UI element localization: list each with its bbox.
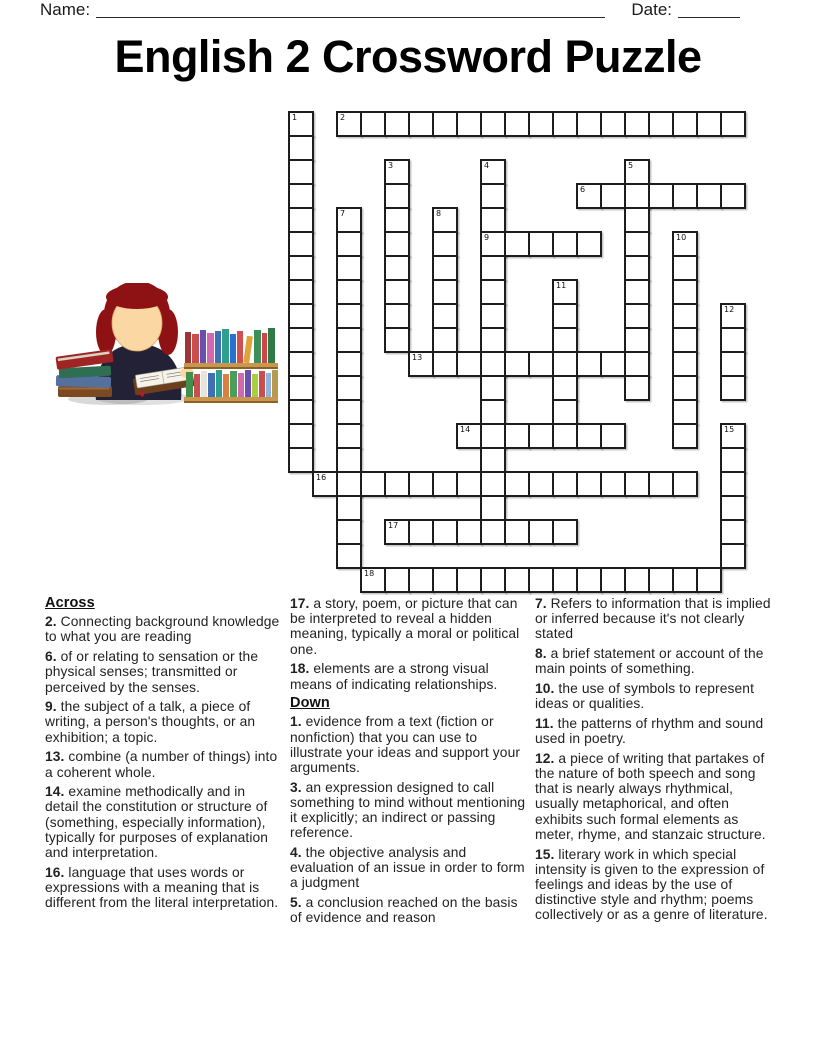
grid-cell[interactable] (720, 183, 746, 209)
grid-cell[interactable] (624, 231, 650, 257)
grid-cell[interactable] (576, 423, 602, 449)
clue-number: 15 (724, 425, 735, 434)
grid-cell[interactable] (552, 351, 578, 377)
grid-cell[interactable] (672, 399, 698, 425)
grid-cell[interactable] (672, 375, 698, 401)
grid-cell[interactable] (288, 111, 314, 137)
clue-number: 5 (628, 161, 634, 170)
grid-cell[interactable] (336, 423, 362, 449)
grid-cell[interactable] (456, 471, 482, 497)
grid-cell[interactable] (552, 111, 578, 137)
grid-cell[interactable] (384, 255, 410, 281)
grid-cell[interactable] (480, 423, 506, 449)
grid-cell[interactable] (384, 183, 410, 209)
date-field-line[interactable] (678, 4, 740, 18)
grid-cell[interactable] (456, 567, 482, 593)
grid-cell[interactable] (696, 111, 722, 137)
grid-cell[interactable] (432, 255, 458, 281)
grid-cell[interactable] (600, 351, 626, 377)
grid-cell[interactable] (624, 183, 650, 209)
grid-cell[interactable] (552, 303, 578, 329)
grid-cell[interactable] (288, 327, 314, 353)
clue-number-label: 18. (290, 661, 310, 677)
date-label: Date: (631, 0, 672, 19)
clue-number-label: 16. (45, 864, 65, 880)
clue: 17. a story, poem, or picture that can be interpreted to reveal a hidden meaning, typically a moral or political one. (290, 596, 520, 657)
clue-number: 3 (388, 161, 394, 170)
clue-number-label: 3. (290, 779, 302, 795)
grid-cell[interactable] (552, 423, 578, 449)
grid-cell[interactable] (480, 183, 506, 209)
grid-cell[interactable] (552, 375, 578, 401)
clue-number-label: 12. (535, 750, 555, 766)
grid-cell[interactable] (600, 567, 626, 593)
grid-cell[interactable] (720, 519, 746, 545)
bookshelf (184, 328, 278, 403)
clue-heading-across: Across (45, 595, 95, 611)
grid-cell[interactable] (576, 567, 602, 593)
grid-cell[interactable] (360, 471, 386, 497)
clue: 15. literary work in which special intensity is given to the expression of feelings and ideas by the use of distinctive style and rhythm; poems collectively or as a genre of literature. (535, 846, 768, 923)
grid-cell[interactable] (672, 255, 698, 281)
grid-cell[interactable] (648, 471, 674, 497)
clue: 16. language that uses words or expressions with a meaning that is different from the literal interpretation. (45, 864, 279, 911)
person-reading-clipart (48, 283, 280, 407)
grid-cell[interactable] (288, 375, 314, 401)
grid-cell[interactable] (384, 327, 410, 353)
grid-cell[interactable] (624, 255, 650, 281)
grid-cell[interactable] (288, 135, 314, 161)
grid-cell[interactable] (504, 111, 530, 137)
grid-cell[interactable] (648, 111, 674, 137)
grid-cell[interactable] (720, 303, 746, 329)
clue-number: 14 (460, 425, 471, 434)
clue-number: 12 (724, 305, 735, 314)
grid-cell[interactable] (336, 255, 362, 281)
grid-cell[interactable] (648, 183, 674, 209)
grid-cell[interactable] (432, 327, 458, 353)
grid-cell[interactable] (720, 495, 746, 521)
grid-cell[interactable] (672, 111, 698, 137)
grid-cell[interactable] (600, 183, 626, 209)
grid-cell[interactable] (552, 279, 578, 305)
grid-cell[interactable] (408, 567, 434, 593)
grid-cell[interactable] (552, 399, 578, 425)
grid-cell[interactable] (384, 567, 410, 593)
clue: 9. the subject of a talk, a piece of writing, a person's thoughts, or an exhibition; a topic. (45, 699, 256, 745)
grid-cell[interactable] (336, 351, 362, 377)
clue: 13. combine (a number of things) into a coherent whole. (45, 749, 278, 780)
clue-number-label: 1. (290, 714, 302, 730)
grid-cell[interactable] (480, 567, 506, 593)
grid-cell[interactable] (480, 327, 506, 353)
grid-cell[interactable] (288, 447, 314, 473)
grid-cell[interactable] (696, 567, 722, 593)
clue-number: 6 (580, 185, 586, 194)
grid-cell[interactable] (624, 375, 650, 401)
grid-cell[interactable] (720, 423, 746, 449)
grid-cell[interactable] (624, 111, 650, 137)
grid-cell[interactable] (624, 351, 650, 377)
grid-cell[interactable] (408, 519, 434, 545)
grid-cell[interactable] (288, 351, 314, 377)
grid-cell[interactable] (384, 279, 410, 305)
clue-number-label: 4. (290, 845, 302, 861)
grid-cell[interactable] (504, 351, 530, 377)
grid-cell[interactable] (576, 111, 602, 137)
clue-number-label: 14. (45, 784, 65, 800)
grid-cell[interactable] (432, 303, 458, 329)
grid-cell[interactable] (720, 471, 746, 497)
grid-cell[interactable] (336, 447, 362, 473)
clue-number-label: 2. (45, 614, 57, 630)
clue: 8. a brief statement or account of the main points of something. (535, 646, 764, 677)
name-label: Name: (40, 0, 91, 19)
grid-cell[interactable] (552, 567, 578, 593)
grid-cell[interactable] (480, 279, 506, 305)
clue-number: 13 (412, 353, 423, 362)
grid-cell[interactable] (384, 231, 410, 257)
grid-cell[interactable] (504, 471, 530, 497)
grid-cell[interactable] (552, 327, 578, 353)
grid-cell[interactable] (696, 183, 722, 209)
grid-cell[interactable] (456, 519, 482, 545)
grid-cell[interactable] (456, 423, 482, 449)
grid-cell[interactable] (576, 183, 602, 209)
grid-cell[interactable] (528, 471, 554, 497)
grid-cell[interactable] (336, 327, 362, 353)
grid-cell[interactable] (288, 183, 314, 209)
grid-cell[interactable] (504, 423, 530, 449)
clue-number-label: 10. (535, 681, 555, 697)
grid-cell[interactable] (480, 447, 506, 473)
grid-cell[interactable] (480, 231, 506, 257)
grid-cell[interactable] (576, 471, 602, 497)
grid-cell[interactable] (672, 303, 698, 329)
clue: 2. Connecting background knowledge to what you are reading (45, 614, 280, 645)
crossword-grid (288, 111, 746, 593)
grid-cell[interactable] (528, 567, 554, 593)
name-field-line[interactable] (96, 4, 605, 18)
grid-cell[interactable] (336, 495, 362, 521)
grid-cell[interactable] (480, 207, 506, 233)
clue-column-3 (535, 596, 772, 927)
clue-number: 16 (316, 473, 327, 482)
clue-number-label: 8. (535, 646, 547, 662)
grid-cell[interactable] (672, 423, 698, 449)
grid-cell[interactable] (624, 567, 650, 593)
clue-number: 18 (364, 569, 375, 578)
grid-cell[interactable] (288, 303, 314, 329)
grid-cell[interactable] (288, 159, 314, 185)
grid-cell[interactable] (432, 567, 458, 593)
grid-cell[interactable] (336, 111, 362, 137)
grid-cell[interactable] (456, 351, 482, 377)
clue: 6. of or relating to sensation or the physical senses; transmitted or perceived by the senses. (45, 649, 259, 695)
grid-cell[interactable] (360, 111, 386, 137)
grid-cell[interactable] (432, 351, 458, 377)
grid-cell[interactable] (552, 519, 578, 545)
grid-cell[interactable] (528, 231, 554, 257)
clue-number: 7 (340, 209, 346, 218)
grid-cell[interactable] (624, 279, 650, 305)
book-stack (55, 349, 113, 397)
grid-cell[interactable] (432, 471, 458, 497)
clue-number: 11 (556, 281, 567, 290)
clue: 10. the use of symbols to represent ideas or qualities. (535, 681, 755, 712)
clue: 18. elements are a strong visual means of indicating relationships. (290, 661, 498, 692)
grid-cell[interactable] (480, 399, 506, 425)
grid-cell[interactable] (384, 471, 410, 497)
grid-cell[interactable] (552, 471, 578, 497)
grid-cell[interactable] (528, 423, 554, 449)
clue-column-2 (290, 596, 527, 930)
clue: 12. a piece of writing that partakes of the nature of both speech and song that is nearly always rhythmical, usually metaphorical, and often exhibits such formal elements as meter, rhyme, and stanzaic structure. (535, 750, 766, 842)
grid-cell[interactable] (672, 279, 698, 305)
grid-cell[interactable] (600, 423, 626, 449)
grid-cell[interactable] (288, 423, 314, 449)
grid-cell[interactable] (480, 519, 506, 545)
grid-cell[interactable] (336, 303, 362, 329)
grid-cell[interactable] (672, 567, 698, 593)
grid-cell[interactable] (672, 183, 698, 209)
grid-cell[interactable] (720, 375, 746, 401)
grid-cell[interactable] (720, 111, 746, 137)
clue-column-1 (45, 596, 282, 915)
page-title: English 2 Crossword Puzzle (114, 31, 702, 82)
grid-cell[interactable] (672, 471, 698, 497)
clue-number-label: 11. (535, 715, 554, 731)
clue: 4. the objective analysis and evaluation of an issue in order to form a judgment (290, 845, 525, 891)
grid-cell[interactable] (432, 519, 458, 545)
grid-cell[interactable] (480, 159, 506, 185)
grid-cell[interactable] (336, 471, 362, 497)
grid-cell[interactable] (672, 327, 698, 353)
grid-cell[interactable] (432, 111, 458, 137)
clue-number-label: 9. (45, 699, 57, 715)
grid-cell[interactable] (600, 111, 626, 137)
grid-cell[interactable] (648, 567, 674, 593)
grid-cell[interactable] (336, 375, 362, 401)
grid-cell[interactable] (528, 519, 554, 545)
clue: 3. an expression designed to call something to mind without mentioning it explicitly; an indirect or passing reference. (290, 779, 526, 841)
grid-cell[interactable] (360, 567, 386, 593)
grid-cell[interactable] (720, 447, 746, 473)
grid-cell[interactable] (456, 111, 482, 137)
grid-cell[interactable] (624, 207, 650, 233)
grid-cell[interactable] (504, 231, 530, 257)
clue: 5. a conclusion reached on the basis of evidence and reason (290, 895, 518, 926)
clue-number: 17 (388, 521, 399, 530)
grid-cell[interactable] (600, 471, 626, 497)
grid-cell[interactable] (576, 231, 602, 257)
grid-cell[interactable] (504, 567, 530, 593)
clue: 14. examine methodically and in detail the constitution or structure of (something, especially information), typically for purposes of explanation and interpretation. (45, 784, 269, 861)
name-date-header (40, 0, 740, 20)
clue-list (45, 596, 772, 930)
grid-cell[interactable] (672, 231, 698, 257)
grid-cell[interactable] (312, 471, 338, 497)
clue-number-label: 5. (290, 895, 302, 911)
grid-cell[interactable] (624, 159, 650, 185)
grid-cell[interactable] (384, 519, 410, 545)
grid-cell[interactable] (288, 399, 314, 425)
clue-number: 10 (676, 233, 687, 242)
grid-cell[interactable] (480, 303, 506, 329)
grid-cell[interactable] (336, 399, 362, 425)
clue-number: 8 (436, 209, 442, 218)
clue: 11. the patterns of rhythm and sound used in poetry. (535, 715, 764, 747)
grid-cell[interactable] (480, 351, 506, 377)
grid-cell[interactable] (384, 303, 410, 329)
grid-cell[interactable] (552, 231, 578, 257)
grid-cell[interactable] (288, 279, 314, 305)
clue: 7. Refers to information that is implied or inferred because it's not clearly stated (535, 596, 771, 642)
grid-cell[interactable] (504, 519, 530, 545)
grid-cell[interactable] (480, 471, 506, 497)
clue-number-label: 15. (535, 846, 555, 862)
grid-cell[interactable] (480, 495, 506, 521)
grid-cell[interactable] (720, 543, 746, 569)
grid-cell[interactable] (720, 351, 746, 377)
grid-cell[interactable] (480, 111, 506, 137)
grid-cell[interactable] (480, 375, 506, 401)
grid-cell[interactable] (480, 255, 506, 281)
grid-cell[interactable] (432, 207, 458, 233)
grid-cell[interactable] (288, 231, 314, 257)
clue-number-label: 7. (535, 596, 547, 611)
clue-number: 1 (292, 113, 298, 122)
clue: 1. evidence from a text (fiction or nonfiction) that you can use to illustrate your ideas and support your arguments. (290, 714, 521, 776)
clue-number: 2 (340, 113, 346, 122)
grid-cell[interactable] (528, 351, 554, 377)
grid-cell[interactable] (384, 111, 410, 137)
grid-cell[interactable] (408, 471, 434, 497)
grid-cell[interactable] (336, 519, 362, 545)
grid-cell[interactable] (336, 279, 362, 305)
grid-cell[interactable] (384, 159, 410, 185)
clue-number-label: 13. (45, 749, 65, 765)
grid-cell[interactable] (384, 207, 410, 233)
clue-number: 4 (484, 161, 490, 170)
grid-cell[interactable] (432, 231, 458, 257)
grid-cell[interactable] (408, 111, 434, 137)
clue-number-label: 6. (45, 649, 57, 665)
grid-cell[interactable] (408, 351, 434, 377)
grid-cell[interactable] (624, 327, 650, 353)
grid-cell[interactable] (624, 303, 650, 329)
grid-cell[interactable] (576, 351, 602, 377)
clue-number: 9 (484, 233, 490, 242)
grid-cell[interactable] (672, 351, 698, 377)
grid-cell[interactable] (336, 207, 362, 233)
grid-cell[interactable] (288, 207, 314, 233)
clue-number-label: 17. (290, 596, 310, 611)
grid-cell[interactable] (336, 231, 362, 257)
grid-cell[interactable] (288, 255, 314, 281)
grid-cell[interactable] (432, 279, 458, 305)
clue-heading-down: Down (290, 695, 330, 712)
grid-cell[interactable] (624, 471, 650, 497)
grid-cell[interactable] (528, 111, 554, 137)
grid-cell[interactable] (720, 327, 746, 353)
grid-cell[interactable] (336, 543, 362, 569)
